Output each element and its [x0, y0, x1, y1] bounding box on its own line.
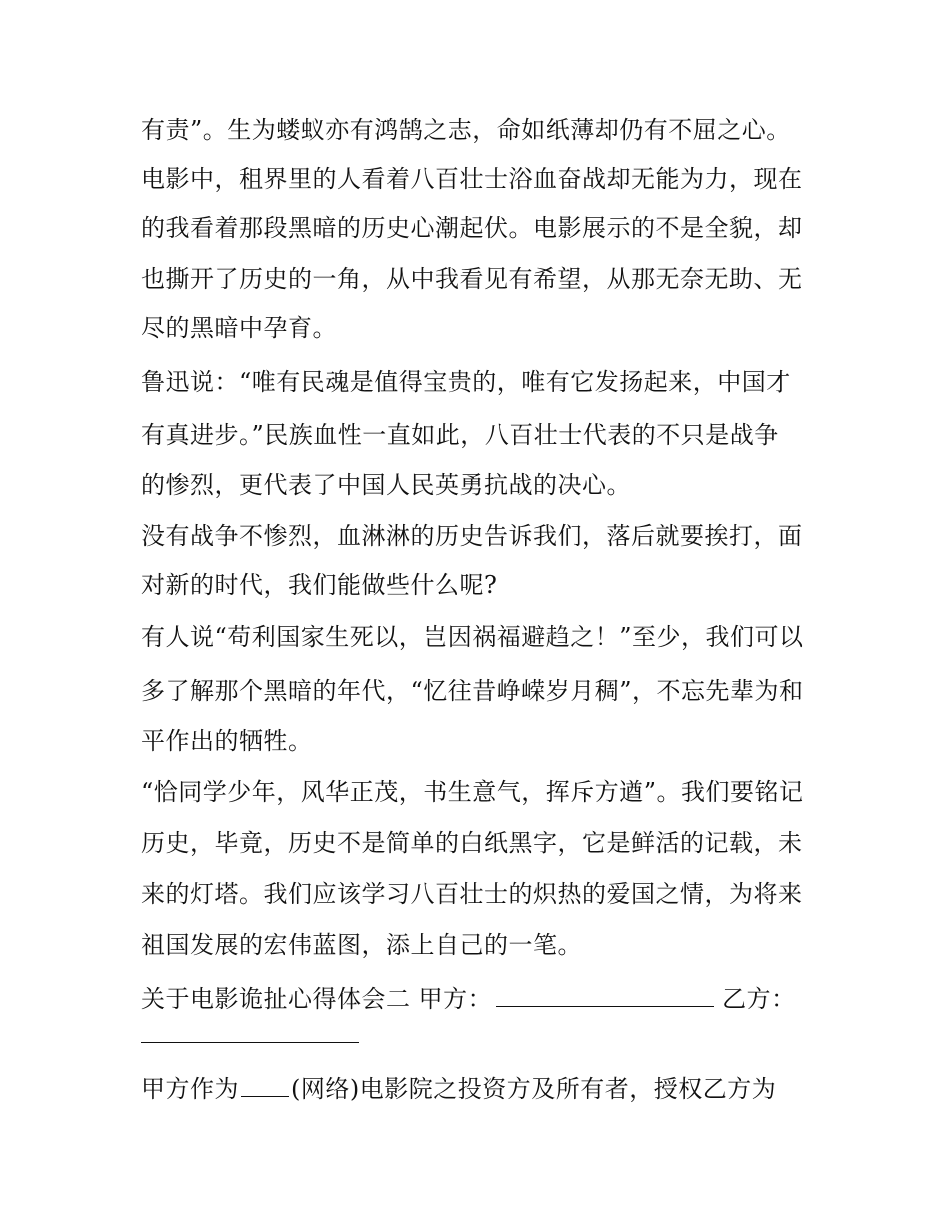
contract-heading-line [141, 982, 821, 1016]
text-line: 鲁迅说：“唯有民魂是值得宝贵的，唯有它发扬起来，中国才 [141, 368, 791, 396]
party-b-blank [141, 1020, 359, 1043]
text-line: 来的灯塔。我们应该学习八百壮士的炽热的爱国之情，为将来 [141, 880, 803, 908]
final-line-suffix: (网络)电影院之投资方及所有者，授权乙方为 [291, 1075, 777, 1103]
text-line: 的我看着那段黑暗的历史心潮起伏。电影展示的不是全貌，却 [141, 214, 803, 242]
party-a-blank [496, 984, 714, 1007]
text-line: 没有战争不惨烈，血淋淋的历史告诉我们，落后就要挨打，面 [141, 522, 803, 550]
text-line: 电影中，租界里的人看着八百壮士浴血奋战却无能为力，现在 [141, 165, 803, 193]
text-line: 对新的时代，我们能做些什么呢? [141, 571, 498, 599]
text-line: 历史，毕竟，历史不是简单的白纸黑字，它是鲜活的记载，未 [141, 829, 803, 857]
text-line: 有责”。生为蝼蚁亦有鸿鹄之志，命如纸薄却仍有不屈之心。 [141, 116, 791, 144]
text-line: 的惨烈，更代表了中国人民英勇抗战的决心。 [141, 471, 631, 499]
contract-heading: 关于电影诡扯心得体会二 甲方： [141, 985, 493, 1013]
cinema-name-blank [241, 1074, 289, 1097]
text-line: 平作出的牺牲。 [141, 727, 313, 755]
text-line: “恰同学少年，风华正茂，书生意气，挥斥方遒”。我们要铭记 [141, 778, 804, 806]
text-line: 有人说“苟利国家生死以，岂因祸福避趋之！”至少，我们可以 [141, 623, 804, 651]
party-b-label: 乙方： [722, 985, 796, 1013]
text-line: 多了解那个黑暗的年代，“忆往昔峥嵘岁月稠”，不忘先辈为和 [141, 677, 804, 705]
final-line [141, 1072, 821, 1106]
text-line: 尽的黑暗中孕育。 [141, 314, 337, 342]
party-b-blank-line [141, 1018, 821, 1052]
text-line: 也撕开了历史的一角，从中我看见有希望，从那无奈无助、无 [141, 265, 803, 293]
final-line-prefix: 甲方作为 [141, 1075, 239, 1103]
text-line: 有真进步。”民族血性一直如此，八百壮士代表的不只是战争 [141, 421, 779, 449]
text-line: 祖国发展的宏伟蓝图，添上自己的一笔。 [141, 931, 582, 959]
